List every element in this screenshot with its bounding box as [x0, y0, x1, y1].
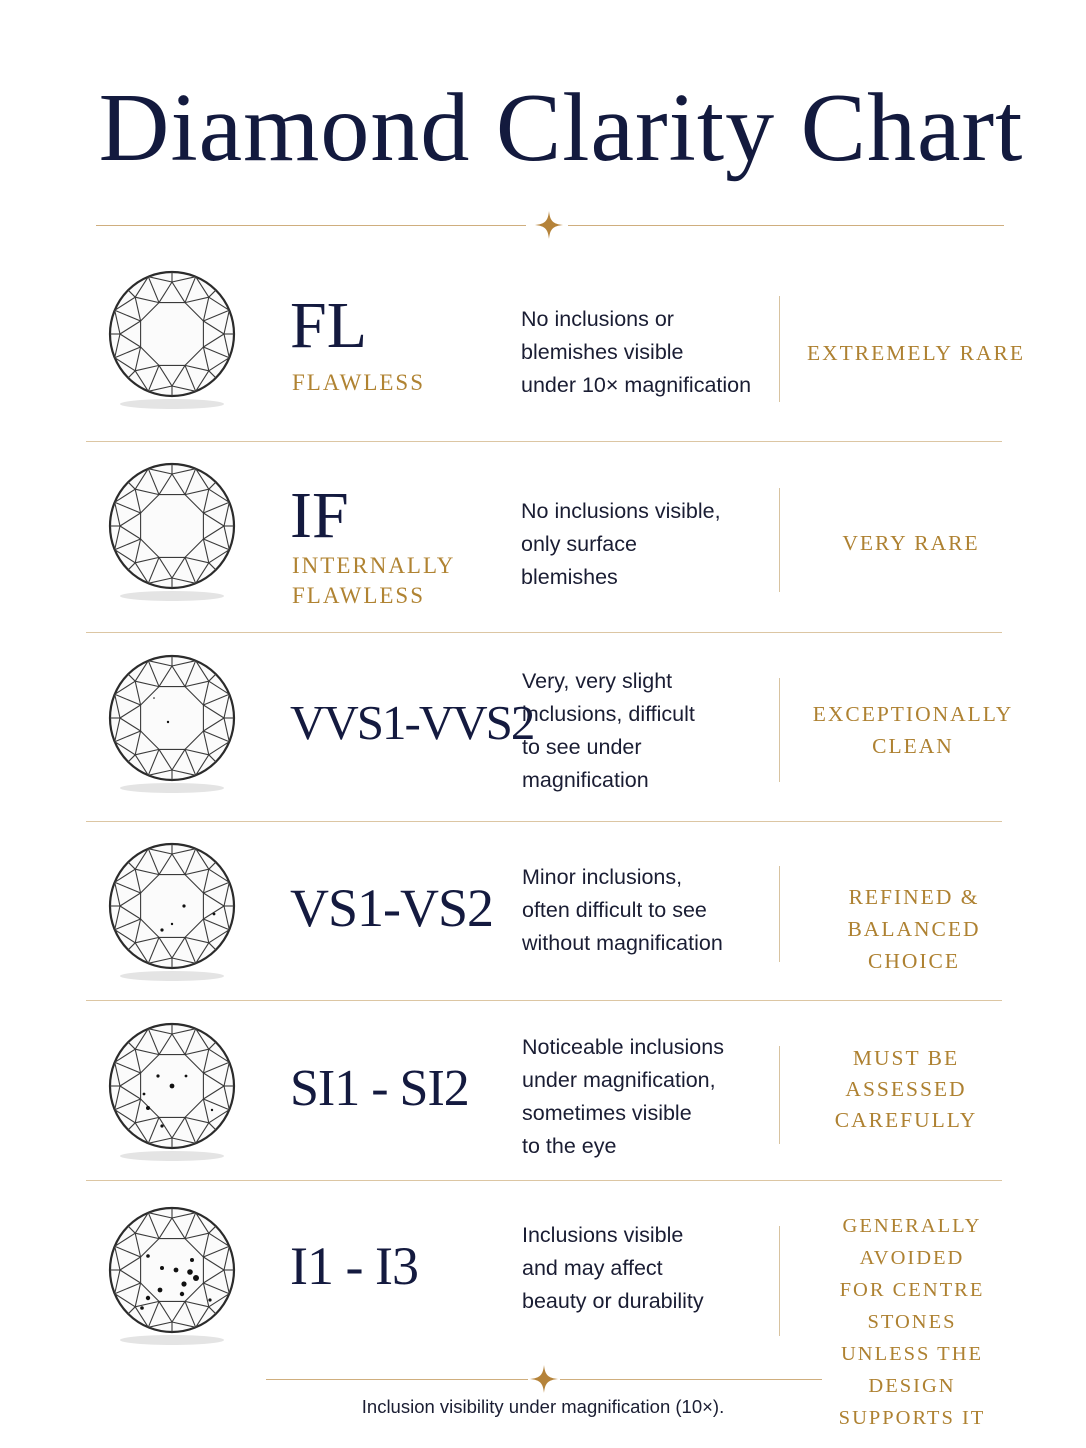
description-line: blemishes: [521, 565, 618, 589]
inclusion-dot: [174, 1268, 179, 1273]
row-divider: [86, 632, 1002, 633]
rarity-line: CAREFULLY: [834, 1108, 978, 1132]
grade-description: [522, 861, 782, 960]
grade-description: [521, 303, 781, 402]
star-ornament-icon: [534, 210, 564, 240]
inclusion-dot: [160, 928, 163, 931]
inclusion-dot: [143, 1093, 146, 1096]
rarity-line: ASSESSED: [845, 1077, 967, 1101]
rarity-line: UNLESS THE DESIGN: [840, 1343, 984, 1397]
description-line: beauty or durability: [522, 1289, 704, 1313]
column-divider: [779, 488, 780, 592]
rarity-label: [800, 337, 1032, 369]
rarity-line: GENERALLY AVOIDED: [842, 1215, 982, 1269]
rarity-line: REFINED &: [848, 885, 980, 909]
star-ornament-icon: [529, 1364, 559, 1394]
inclusion-dot: [181, 1281, 186, 1286]
description-line: to see under: [522, 735, 642, 759]
column-divider: [779, 866, 780, 962]
inclusion-dot: [160, 1266, 164, 1270]
inclusion-dot: [156, 1074, 159, 1077]
inclusion-dot: [171, 923, 173, 925]
round-diamond-icon: [102, 262, 242, 414]
column-divider: [779, 1226, 780, 1336]
inclusion-dot: [180, 1292, 184, 1296]
grade-name-line: FLAWLESS: [292, 583, 425, 608]
inclusion-dot: [146, 1296, 150, 1300]
round-diamond-icon: [102, 454, 242, 606]
description-line: Noticeable inclusions: [522, 1035, 724, 1059]
inclusion-dot: [193, 1275, 199, 1281]
grade-description: [521, 495, 781, 594]
description-line: Minor inclusions,: [522, 865, 683, 889]
description-line: without magnification: [522, 931, 723, 955]
rarity-label: [790, 1043, 1022, 1136]
description-line: inclusions, difficult: [522, 702, 695, 726]
inclusion-dot: [146, 1106, 150, 1110]
grade-description: [522, 1031, 782, 1163]
description-line: sometimes visible: [522, 1101, 692, 1125]
description-line: under 10× magnification: [521, 373, 752, 397]
rarity-line: EXTREMELY RARE: [807, 341, 1025, 365]
rarity-line: EXCEPTIONALLY: [812, 702, 1014, 726]
inclusion-dot: [170, 1084, 175, 1089]
rarity-line: SUPPORTS IT: [838, 1407, 986, 1429]
rarity-label: [798, 881, 1030, 977]
inclusion-dot: [187, 1269, 193, 1275]
description-line: often difficult to see: [522, 898, 707, 922]
description-line: No inclusions or: [521, 307, 674, 331]
rarity-line: VERY RARE: [842, 531, 980, 555]
grade-code: SI1 - SI2: [290, 1060, 469, 1117]
rarity-label: [797, 698, 1029, 762]
row-divider: [86, 1180, 1002, 1181]
inclusion-dot: [153, 697, 155, 699]
description-line: only surface: [521, 532, 637, 556]
bottom-divider-right: [560, 1379, 822, 1380]
inclusion-dot: [146, 1254, 150, 1258]
row-divider: [86, 1000, 1002, 1001]
round-diamond-icon: [102, 1014, 242, 1166]
rarity-line: CLEAN: [872, 734, 954, 758]
rarity-line: FOR CENTRE STONES: [839, 1279, 985, 1333]
inclusion-dot: [158, 1288, 163, 1293]
grade-code: VS1-VS2: [290, 878, 494, 938]
grade-code: I1 - I3: [290, 1236, 418, 1296]
rarity-label: [795, 527, 1027, 559]
grade-code: IF: [290, 479, 349, 552]
inclusion-dot: [190, 1258, 194, 1262]
inclusion-dot: [167, 721, 169, 723]
column-divider: [779, 1046, 780, 1144]
bottom-divider-left: [266, 1379, 528, 1380]
description-line: No inclusions visible,: [521, 499, 721, 523]
inclusion-dot: [185, 1075, 188, 1078]
inclusion-dot: [208, 1298, 211, 1301]
rarity-line: BALANCED CHOICE: [847, 917, 981, 973]
round-diamond-icon: [102, 646, 242, 798]
row-divider: [86, 821, 1002, 822]
inclusion-dot: [160, 1124, 163, 1127]
grade-code: VVS1-VVS2: [290, 695, 534, 750]
grade-description: [522, 665, 782, 797]
description-line: Inclusions visible: [522, 1223, 684, 1247]
page-title: Diamond Clarity Chart: [98, 74, 1024, 182]
description-line: and may affect: [522, 1256, 663, 1280]
inclusion-dot: [213, 913, 216, 916]
grade-code: FL: [290, 289, 368, 362]
description-line: Very, very slight: [522, 669, 673, 693]
grade-name-line: INTERNALLY: [292, 553, 456, 578]
description-line: magnification: [522, 768, 649, 792]
description-line: under magnification,: [522, 1068, 716, 1092]
inclusion-dot: [182, 904, 185, 907]
grade-name-line: FLAWLESS: [292, 370, 425, 395]
row-divider: [86, 441, 1002, 442]
top-divider-left: [96, 225, 526, 226]
column-divider: [779, 678, 780, 782]
inclusion-dot: [140, 1306, 144, 1310]
grade-name: [292, 551, 455, 611]
description-line: blemishes visible: [521, 340, 684, 364]
footer-note: Inclusion visibility under magnification (10×).: [361, 1396, 725, 1417]
rarity-line: MUST BE: [852, 1046, 960, 1070]
description-line: to the eye: [522, 1134, 617, 1158]
round-diamond-icon: [102, 834, 242, 986]
column-divider: [779, 296, 780, 402]
round-diamond-icon: [102, 1198, 242, 1350]
top-divider-right: [568, 225, 1004, 226]
inclusion-dot: [211, 1109, 213, 1111]
grade-description: [522, 1219, 782, 1318]
